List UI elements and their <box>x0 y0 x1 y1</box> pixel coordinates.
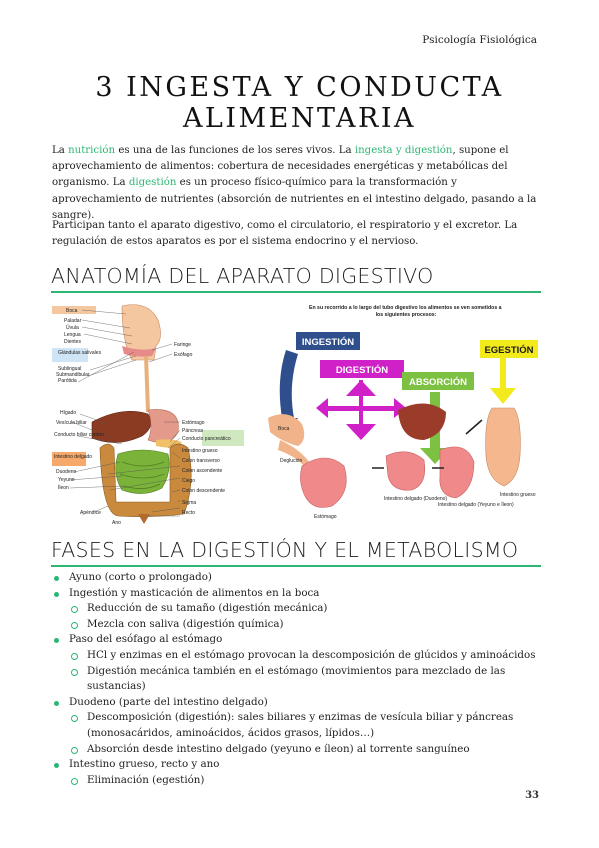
tag-digestion: DIGESTIÓN <box>335 365 389 376</box>
fig-label: Estómago <box>182 420 205 426</box>
highlight-nutricion: nutrición <box>68 145 116 156</box>
fig-label: Intestino grueso <box>182 448 218 454</box>
fig-label: Colon ascendente <box>182 468 223 474</box>
running-header: Psicología Fisiológica <box>422 34 537 46</box>
phase-subitem: Eliminación (egestión) <box>69 773 547 789</box>
fig-label: Conducto biliar común <box>54 432 104 438</box>
fig-label: Faringe <box>174 342 191 348</box>
tag-absorcion: ABSORCIÓN <box>408 377 468 388</box>
phase-label: Paso del esófago al estómago <box>69 633 223 646</box>
phase-item <box>52 586 547 633</box>
digestion-process-figure <box>268 300 543 526</box>
highlight-ingesta: ingesta y digestión <box>354 145 453 156</box>
phase-item <box>52 757 547 788</box>
fig-label: Úvula <box>66 325 79 331</box>
phase-label: Intestino grueso, recto y ano <box>69 758 220 771</box>
phase-label: Ingestión y masticación de alimentos en la boca <box>69 586 320 599</box>
organ-label: Intestino delgado (Duodeno) <box>384 496 448 502</box>
fig-label: Hígado <box>60 410 77 416</box>
fig-label: Glándulas salivales <box>58 350 102 356</box>
fig-label: Sigma <box>182 500 197 506</box>
phase-subitem: Absorción desde intestino delgado (yeyuno e íleon) al torrente sanguíneo <box>69 742 547 758</box>
phase-item <box>52 695 547 757</box>
organ-label: Deglución <box>280 458 303 464</box>
fig-label: Conducto pancreático <box>182 436 231 442</box>
phase-sublist <box>69 773 547 789</box>
highlight-digestion: digestión <box>128 177 177 189</box>
fig-label: Colon descendente <box>182 488 226 494</box>
text-run: es una de las funciones de los seres vivos. La <box>115 145 355 156</box>
section-heading-anatomia: ANATOMÍA DEL APARATO DIGESTIVO <box>51 264 434 288</box>
tag-egestion: EGESTIÓN <box>484 345 534 356</box>
fig-label: Yeyuno <box>58 477 75 483</box>
tag-ingestion: INGESTIÓN <box>301 337 355 348</box>
fig-label: Recto <box>182 510 196 516</box>
section-heading-fases: FASES EN LA DIGESTIÓN Y EL METABOLISMO <box>51 538 519 562</box>
fig-label: Apéndice <box>80 510 101 516</box>
organ-label: Estómago <box>314 514 337 520</box>
page-number: 33 <box>525 790 539 801</box>
text-run: , supone el aprovechamiento de alimentos: cobertura de necesidades energéticas y metabólicas del organismo. La <box>52 145 509 189</box>
organ-label: Boca <box>278 426 290 432</box>
organ-label: Intestino grueso <box>500 492 536 498</box>
chapter-title-line-1: 3 INGESTA Y CONDUCTA <box>95 72 504 103</box>
fig-label: Paladar <box>64 318 82 324</box>
fig-label: Boca <box>66 308 78 314</box>
text-run: es un proceso físico-químico para la transformación y aprovechamiento de nutrientes (absorción de nutrientes en el intestino delgado, pasando a la sangre). <box>52 177 537 221</box>
fig-label: Dientes <box>64 339 81 345</box>
phase-sublist <box>69 710 547 757</box>
phase-subitem: Mezcla con saliva (digestión química) <box>69 617 547 633</box>
section-rule <box>51 291 541 293</box>
phase-item <box>52 632 547 694</box>
digestive-anatomy-figure <box>52 302 262 526</box>
fig-label: Ano <box>112 520 121 526</box>
fig-label: Submandibular <box>56 372 90 378</box>
section-rule <box>51 565 541 567</box>
fig-label: Íleon <box>58 485 69 491</box>
phases-list <box>52 570 547 788</box>
phase-label: Duodeno (parte del intestino delgado) <box>69 695 268 708</box>
intro-paragraph-2: Participan tanto el aparato digestivo, como el circulatorio, el respiratorio y el excretor. La regulación de estos aparatos es por el sistema endocrino y el nervioso. <box>52 220 518 248</box>
fig-label: Intestino delgado <box>54 454 93 460</box>
phase-sublist <box>69 601 547 632</box>
fig-label: Páncreas <box>182 428 204 434</box>
phase-subitem: Reducción de su tamaño (digestión mecánica) <box>69 601 547 617</box>
chapter-title <box>0 72 599 134</box>
phase-label: Ayuno (corto o prolongado) <box>69 571 212 583</box>
phase-subitem: Descomposición (digestión): sales biliares y enzimas de vesícula biliar y páncreas (monosacáridos, aminoácidos, ácidos grasos, lípidos…) <box>69 710 547 741</box>
fig-label: Sublingual <box>58 366 82 372</box>
fig-label: Lengua <box>64 332 81 338</box>
fig-label: Esófago <box>174 352 193 358</box>
phase-subitem: Digestión mecánica también en el estómago (movimientos para mezclado de las sustancias) <box>69 664 547 695</box>
fig-label: Parótida <box>58 378 77 384</box>
phase-item <box>52 570 547 586</box>
fig-caption: En su recorrido a lo largo del tubo digestivo los alimentos se ven sometidos a los siguientes procesos: <box>308 305 502 318</box>
organ-label: Intestino delgado (Yeyuno e Íleon) <box>438 502 514 508</box>
phase-subitem: HCl y enzimas en el estómago provocan la descomposición de glúcidos y aminoácidos <box>69 648 547 664</box>
fig-label: Colon transverso <box>182 458 220 464</box>
intro-paragraph-1 <box>52 143 544 224</box>
chapter-title-line-2: ALIMENTARIA <box>182 103 417 135</box>
phase-sublist <box>69 648 547 695</box>
text-run: La <box>52 145 69 156</box>
fig-label: Duodeno <box>56 469 77 475</box>
fig-label: Vesícula biliar <box>56 420 87 426</box>
fig-label: Ciego <box>182 478 196 484</box>
